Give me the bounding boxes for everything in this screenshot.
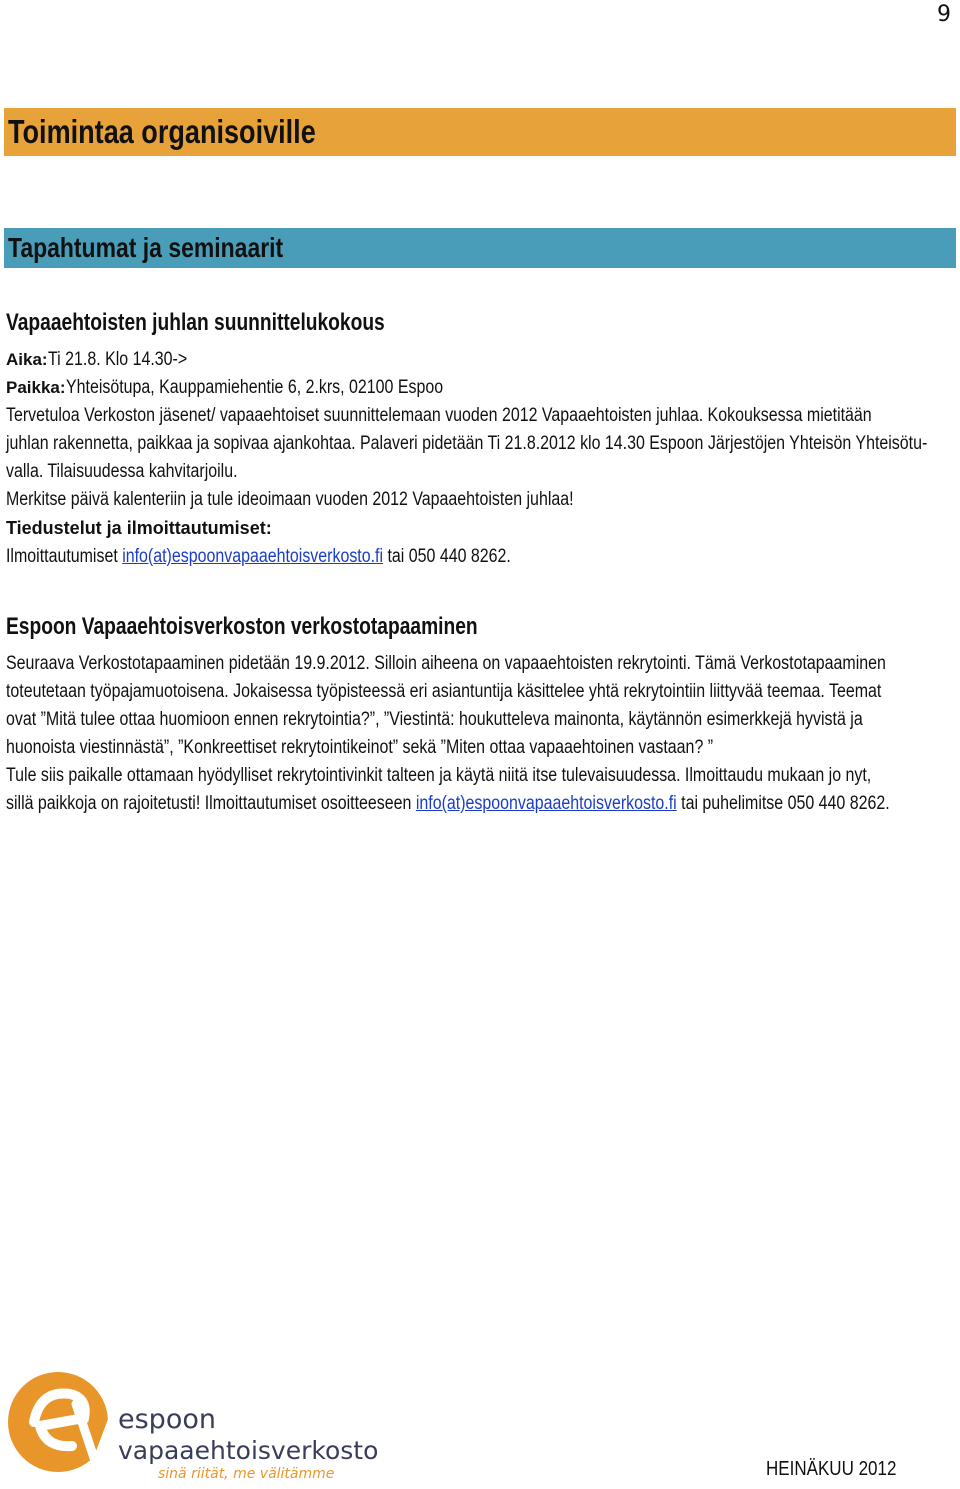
event1-title: Vapaaehtoisten juhlan suunnittelukokous	[6, 309, 385, 336]
event1-time: Aika:Ti 21.8. Klo 14.30->	[6, 349, 187, 370]
event1-line-1: Tervetuloa Verkoston jäsenet/ vapaaehtoiset suunnittelemaan vuoden 2012 Vapaaehtoisten juhlaa. Kokouksessa mietitään	[6, 405, 872, 426]
logo-text-vapaaehtoisverkosto: vapaaehtoisverkosto	[118, 1436, 379, 1465]
event1-place: Paikka:Yhteisötupa, Kauppamiehentie 6, 2.krs, 02100 Espoo	[6, 377, 443, 398]
event2-line-6: sillä paikkoja on rajoitetusti! Ilmoittautumiset osoitteeseen info(at)espoonvapaaehtoisverkosto.fi tai puhelimitse 050 440 8262.	[6, 793, 890, 814]
event1-line-4: Merkitse päivä kalenteriin ja tule ideoimaan vuoden 2012 Vapaaehtoisten juhlaa!	[6, 489, 574, 510]
event2-line-3: ovat ”Mitä tulee ottaa huomioon ennen rekrytointia?”, ”Viestintä: houkutteleva mainonta, käytännön esimerkkejä hyvistä ja	[6, 709, 863, 730]
footer-date: HEINÄKUU 2012	[765, 1458, 896, 1480]
event2-title: Espoon Vapaaehtoisverkoston verkostotapaaminen	[6, 613, 478, 640]
event2-line-4: huonoista viestinnästä”, ”Konkreettiset rekrytointikeinot” sekä ”Miten ottaa vapaaehtoinen vastaan? ”	[6, 737, 714, 758]
event1-line-3: valla. Tilaisuudessa kahvitarjoilu.	[6, 461, 238, 482]
subsection-banner	[4, 228, 956, 268]
event2-line-5: Tule siis paikalle ottamaan hyödylliset rekrytointivinkit talteen ja käytä niitä itse tulevaisuudessa. Ilmoittaudu mukaan jo nyt,	[6, 765, 872, 786]
event1-signup: Ilmoittautumiset info(at)espoonvapaaehtoisverkosto.fi tai 050 440 8262.	[6, 546, 511, 567]
section-banner	[4, 108, 956, 156]
event1-section	[6, 308, 954, 571]
section-banner-title: Toimintaa organisoiville	[8, 113, 316, 150]
ev-logo-icon	[6, 1360, 126, 1484]
espoon-vapaaehtoisverkosto-logo	[6, 1360, 379, 1484]
event2-line-2: toteutetaan työpajamuotoisena. Jokaisessa työpisteessä eri asiantuntija käsittelee yhtä rekrytointiin liittyvää teemaa. Teemat	[6, 681, 882, 702]
event1-inquiries-label: Tiedustelut ja ilmoittautumiset:	[6, 518, 272, 538]
logo-text-espoon: espoon	[118, 1404, 216, 1435]
event1-line-2: juhlan rakennetta, paikkaa ja sopivaa ajankohtaa. Palaveri pidetään Ti 21.8.2012 klo 14.30 Espoon Järjestöjen Yhteisön Yhteisötu-	[6, 433, 928, 454]
event2-line-1: Seuraava Verkostotapaaminen pidetään 19.9.2012. Silloin aiheena on vapaaehtoisten rekrytointi. Tämä Verkostotapaaminen	[6, 653, 886, 674]
page-number: 9	[937, 2, 952, 27]
subsection-banner-title: Tapahtumat ja seminaarit	[8, 232, 284, 263]
event2-email-link[interactable]: info(at)espoonvapaaehtoisverkosto.fi	[415, 793, 677, 814]
event2-section	[6, 612, 954, 818]
event1-email-link[interactable]: info(at)espoonvapaaehtoisverkosto.fi	[122, 546, 384, 567]
logo-tagline: sinä riität, me välitämme	[158, 1466, 335, 1482]
